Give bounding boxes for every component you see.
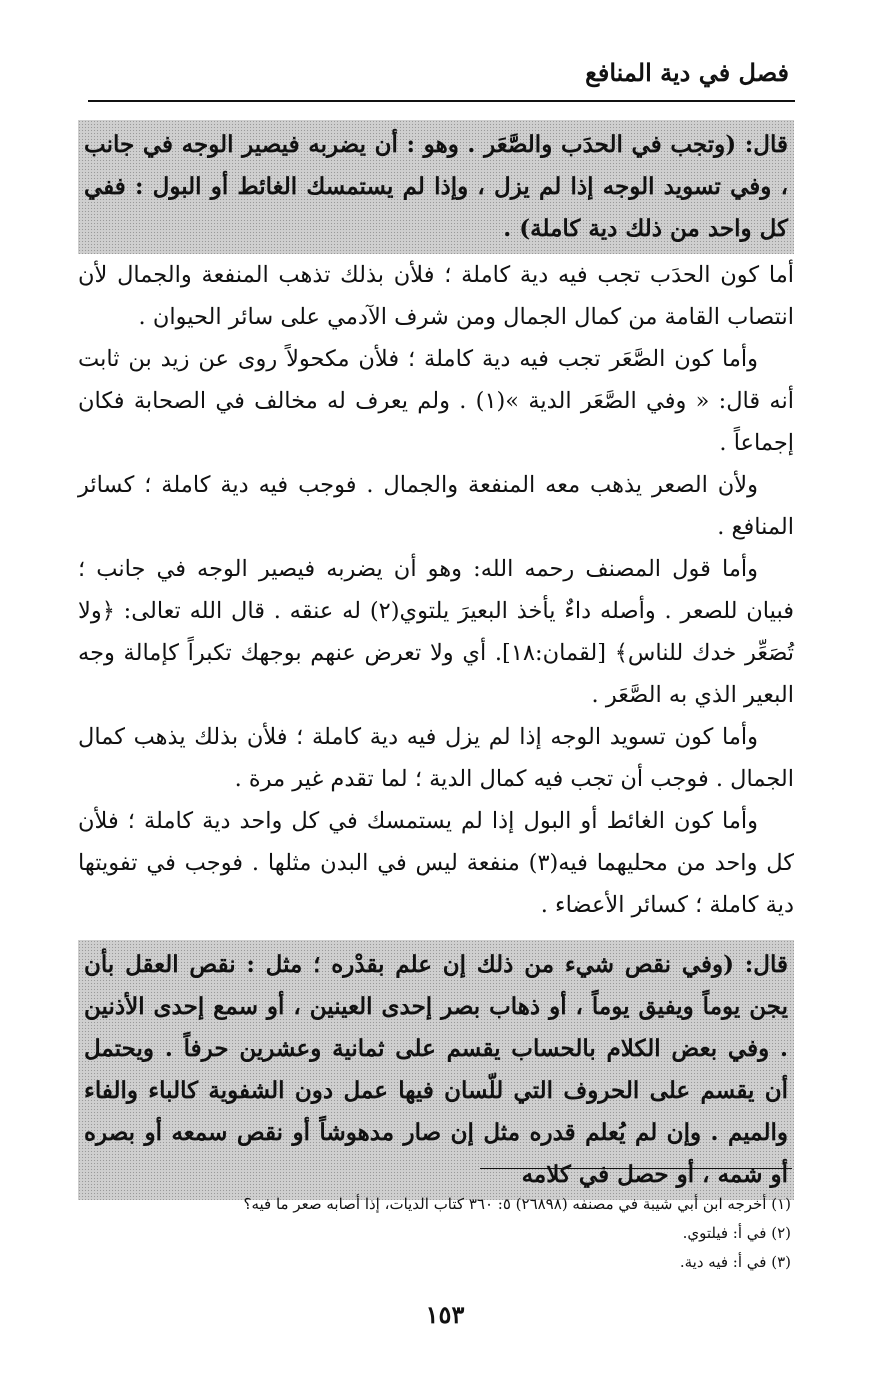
page-number: ١٥٣ — [425, 1300, 465, 1329]
footnotes — [91, 1190, 791, 1277]
footnote: (٣) في أ: فيه دية. — [679, 1253, 791, 1271]
commentary-paragraph: وأما كون تسويد الوجه إذا لم يزل فيه دية كاملة ؛ فلأن بذلك يذهب كمال الجمال . فوجب أن تجب فيه كمال الدية ؛ لما تقدم غير مرة . — [78, 724, 794, 792]
footnote: (١) أخرجه ابن أبي شيبة في مصنفه (٢٦٨٩٨) ٥: ٣٦٠ كتاب الديات، إذا أصابه صعر ما فيه؟ — [243, 1195, 791, 1213]
matn-paragraph: قال: (وتجب في الحدَب والصَّعَر . وهو : أن يضربه فيصير الوجه في جانب ، وفي تسويد الوجه إذا لم يزل ، وإذا لم يستمسك الغائط أو البول : ففي كل واحد من ذلك دية كاملة) . — [84, 131, 788, 242]
commentary-paragraph: وأما قول المصنف رحمه الله: وهو أن يضربه فيصير الوجه في جانب ؛ فبيان للصعر . وأصله داءٌ يأخذ البعيرَ يلتوي(٢) له عنقه . قال الله تعالى: ﴿ولا تُصَعِّر خدك للناس﴾ [لقمان:١٨]. أي ولا تعرض عنهم بوجهك تكبراً كإمالة وجه البعير الذي به الصَّعَر . — [78, 556, 794, 708]
highlighted-matn-block — [78, 940, 794, 1200]
running-header: فصل في دية المنافع — [585, 58, 789, 87]
commentary-paragraph: وأما كون الغائط أو البول إذا لم يستمسك في كل واحد دية كاملة ؛ فلأن كل واحد من محليهما فيه(٣) منفعة ليس في البدن مثلها . فوجب في تفويتها دية كاملة ؛ كسائر الأعضاء . — [78, 808, 794, 918]
footnote-rule — [480, 1168, 792, 1169]
commentary-paragraph: أما كون الحدَب تجب فيه دية كاملة ؛ فلأن بذلك تذهب المنفعة والجمال لأن انتصاب القامة من كمال الجمال ومن شرف الآدمي على سائر الحيوان . — [78, 262, 794, 330]
matn-paragraph: قال: (وفي نقص شيء من ذلك إن علم بقدْره ؛ مثل : نقص العقل بأن يجن يوماً ويفيق يوماً ، أو ذهاب بصر إحدى العينين ، أو سمع إحدى الأذنين . وفي بعض الكلام بالحساب يقسم على ثمانية وعشرين حرفاً . ويحتمل أن يقسم على الحروف التي للّسان فيها عمل دون الشفوية كالباء والفاء والميم . وإن لم يُعلم قدره مثل إن صار مدهوشاً أو نقص سمعه أو بصره أو شمه ، أو حصل في كلامه — [84, 951, 788, 1188]
footnote: (٢) في أ: فيلتوي. — [682, 1224, 791, 1242]
highlighted-matn-block — [78, 120, 794, 254]
commentary-paragraph: وأما كون الصَّعَر تجب فيه دية كاملة ؛ فلأن مكحولاً روى عن زيد بن ثابت أنه قال: « وفي الصَّعَر الدية »(١) . ولم يعرف له مخالف في الصحابة فكان إجماعاً . — [78, 346, 795, 456]
header-rule — [88, 100, 795, 102]
commentary-paragraph: ولأن الصعر يذهب معه المنفعة والجمال . فوجب فيه دية كاملة ؛ كسائر المنافع . — [78, 472, 794, 540]
main-text — [78, 120, 794, 1200]
